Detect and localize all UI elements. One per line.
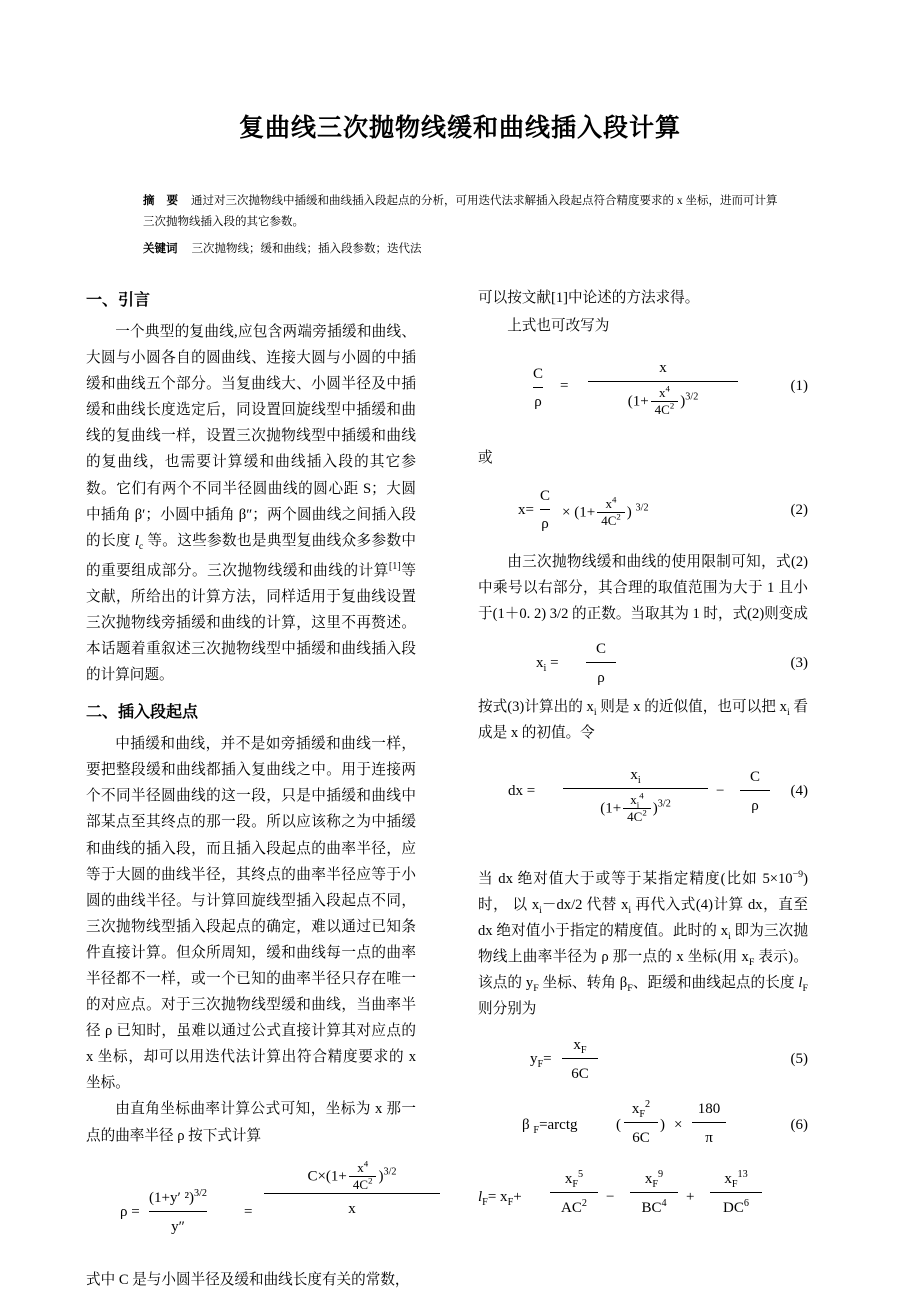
rho-lhs: ρ = — [120, 1203, 140, 1220]
eq7-t3-num-sub: F — [731, 1179, 738, 1191]
eq4-den — [563, 788, 708, 825]
eq7-lhs — [478, 1184, 522, 1210]
eq4-den-num — [623, 790, 651, 810]
rho-inner-fraction — [349, 1158, 377, 1193]
eq7-t2-num-sub: F — [652, 1179, 659, 1191]
eq4-lhs: dx = — [508, 782, 536, 799]
eq2-paren-open: (1+ — [574, 504, 596, 521]
eq6-num-base: x — [631, 1101, 640, 1118]
lc-subscript: c — [138, 540, 144, 552]
intro-paragraph — [86, 319, 416, 688]
lf-symbol: l — [798, 975, 803, 992]
intro-part-b: 等。这些参数也是典型复曲线众多参数中的重要组成部分。三次抛物线缓和曲线的计算 — [86, 532, 416, 579]
eq7-lhs-sub: F — [482, 1197, 488, 1209]
iteration-paragraph — [478, 866, 808, 1023]
eq4-minus: − — [716, 782, 725, 799]
eq7-t3-num — [710, 1166, 762, 1192]
eq5-den: 6C — [562, 1058, 598, 1087]
eq1-den-num-exp: 4 — [665, 383, 670, 394]
eq1-equals: = — [560, 378, 569, 395]
eq3-num: C — [595, 640, 606, 657]
eq4-den-den — [623, 808, 651, 825]
eq5-lhs-sub: F — [537, 1059, 544, 1071]
iter-c: －dx/2 代替 x — [541, 896, 629, 913]
rho-num1-exp: 3/2 — [193, 1187, 208, 1199]
rho-inner-num-base: x — [357, 1159, 364, 1175]
intro-part-a: 一个典型的复曲线,应包含两端旁插缓和曲线、大圆与小圆各自的圆曲线、连接大圆与小圆的中插缓和曲线五个部分。当复曲线大、小圆半径及中插缓和曲线长度选定后，同设置回旋线型中插缓和曲线的复曲线一样，设置三次抛物线型中插缓和曲线的复曲线，也需要计算缓和曲线插入段的其它参数。它们有两个不同半径圆曲线的圆心距 S；大圆中插角 β′；小圆中插角 β″；两个圆曲线之间插入段的长度 — [86, 324, 416, 549]
eq5-lhs-base: y — [530, 1051, 538, 1068]
formula-curvature-radius — [86, 1155, 416, 1263]
eq6-paren-open: ( — [616, 1117, 621, 1134]
iter-e: 即为三次抛物线上曲率半径为 ρ 那一点的 x 坐标(用 x — [478, 922, 808, 966]
eq6-lhs-base: β — [522, 1117, 530, 1134]
eq2-inner-num-exp: 4 — [612, 494, 617, 505]
eq2-inner-num-base: x — [605, 496, 613, 512]
eq7-t3-den-base: DC — [723, 1200, 744, 1217]
lc-symbol: l — [134, 532, 139, 549]
eq6-den2: π — [692, 1122, 726, 1151]
range-paragraph: 由三次抛物线缓和曲线的使用限制可知，式(2)中乘号以右部分，其合理的取值范围为大于 1 且小于(1＋0. 2) 3/2 的正数。当取其为 1 时，式(2)则变成 — [478, 554, 808, 623]
eq1-den-den-base: 4C — [654, 402, 670, 418]
eq4-num-sub: i — [637, 774, 641, 786]
eq1-den-num-base: x — [659, 385, 666, 401]
formula-2 — [478, 477, 808, 539]
eq6-lhs-sub: F — [533, 1125, 540, 1137]
iter-b: )时， 以 x — [478, 870, 808, 913]
eq1-lhs-num: C — [533, 366, 544, 383]
eq2-inner-fraction — [597, 494, 625, 529]
iter-sub7: F — [802, 983, 808, 995]
eq1-rhs-den — [588, 381, 738, 418]
eq7-t3-den-exp: 6 — [743, 1198, 749, 1210]
eq7-equals: = x — [487, 1189, 508, 1206]
eq5-num-base: x — [573, 1037, 581, 1054]
abstract-text: 通过对三次抛物线中插缓和曲线插入段起点的分析，可用迭代法求解插入段起点符合精度要求的 x 坐标，进而可计算三次抛物线插入段的其它参数。 — [143, 195, 778, 228]
eq7-t1-num-base: x — [564, 1171, 573, 1188]
eq3-lhs-base: x — [536, 654, 544, 671]
eq1-den-exp: 3/2 — [685, 391, 699, 403]
start-paragraph-2: 由直角坐标曲率计算公式可知，坐标为 x 那一点的曲率半径 ρ 按下式计算 — [86, 1101, 416, 1144]
eq3-den: ρ — [586, 662, 616, 691]
eq4-den-close: ) — [652, 800, 658, 817]
rho-num1: (1+y′ ²) — [149, 1189, 194, 1206]
eq7-t1-den-base: AC — [561, 1200, 582, 1217]
eq4-num — [563, 762, 708, 788]
eq7-t2-den-exp: 4 — [661, 1198, 667, 1210]
start-paragraph-1: 中插缓和曲线，并不是如旁插缓和曲线一样，要把整段缓和曲线都插入复曲线之中。用于连接两个不同半径圆曲线的这一段，只是中插缓和曲线中部某点至其终点的那一段。所以应该称之为中插缓和曲线的插入段，而且插入段起点的曲率半径，应等于大圆的曲线半径，其终点的曲率半径应等于小圆的曲线半径。与计算回旋线型插入段起点不同，三次抛物线型插入段起点的确定，难以通过已知条件直接计算。但众所周知，缓和曲线每一点的曲率半径都不一样，或一个已知的曲率半径只存在唯一的对应点。对于三次抛物线型缓和曲线，当曲率半径 ρ 已知时，虽难以通过公式直接计算其对应点的 x 坐标，却可以用迭代法计算出符合精度要求的 x 坐标。 — [86, 736, 416, 1092]
rho-num2-b: ) — [378, 1168, 384, 1185]
rewrite-lead: 上式也可改写为 — [507, 318, 610, 335]
eq6-lhs — [522, 1112, 578, 1138]
rho-inner-num — [349, 1158, 377, 1176]
iter-sub2: i — [628, 904, 632, 916]
eq6-num-exp: 2 — [645, 1099, 651, 1111]
eq6-equals: =arctg — [539, 1117, 578, 1134]
eq2-fden: ρ — [540, 509, 550, 537]
eq4-den-num-exp: 4 — [639, 790, 644, 801]
eq6-num2: 180 — [697, 1101, 721, 1118]
formula-4 — [478, 752, 808, 860]
eq1-den-den-exp: 2 — [669, 400, 675, 411]
eq7-t1-den — [550, 1192, 598, 1221]
after-formula-text: 式中 C 是与小圆半径及缓和曲线长度有关的常数， — [86, 1271, 410, 1288]
eq2-times: × — [562, 504, 571, 521]
eq4-num-base: x — [630, 766, 638, 783]
rho-num2-exp: 3/2 — [383, 1166, 397, 1178]
iter-i: 则分别为 — [478, 1001, 537, 1018]
iter-a: 当 dx 绝对值大于或等于某指定精度(比如 5×10 — [478, 870, 793, 887]
eq5-equals: = — [543, 1051, 552, 1068]
section-heading-intro: 一、引言 — [86, 290, 151, 309]
eq1-den-open: (1+ — [627, 393, 649, 410]
eq4-den-den-base: 4C — [627, 808, 643, 824]
page-title: 复曲线三次抛物线缓和曲线插入段计算 — [238, 113, 681, 142]
eq2-fnum: C — [540, 488, 551, 505]
rho-first-fraction — [149, 1185, 207, 1240]
eq7-plus1: + — [513, 1189, 522, 1206]
formula-2-number: (2) — [790, 502, 808, 519]
formula-5-number: (5) — [790, 1051, 808, 1068]
eq1-lhs-den: ρ — [533, 387, 543, 415]
iter-sub5: F — [533, 983, 539, 995]
eq1-den-den — [651, 401, 679, 418]
formula-4-number: (4) — [790, 782, 808, 799]
after3-sub1: i — [593, 706, 597, 718]
eq4-den-den-exp: 2 — [642, 807, 647, 818]
eq7-t2-num — [630, 1166, 678, 1192]
eq7-t2-den — [630, 1192, 678, 1221]
eq3-equals: = — [550, 654, 559, 671]
intro-part-c: 等文献，所给出的计算方法，同样适用于复曲线设置三次抛物线旁插缓和曲线的计算，这里不再赘述。本话题着重叙述三次抛物线型中插缓和曲线插入段的计算问题。 — [86, 562, 416, 684]
eq1-rhs-num: x — [659, 360, 667, 377]
eq4-den-num-sub: i — [636, 799, 640, 810]
eq7-t3-den — [710, 1192, 762, 1221]
eq6-den: 6C — [624, 1122, 658, 1151]
rho-inner-den-exp: 2 — [368, 1175, 373, 1186]
formula-7 — [478, 1164, 808, 1224]
rho-den2: x — [348, 1200, 356, 1217]
eq2-lhs: x= — [518, 502, 534, 519]
eq1-den-close: ) — [680, 393, 686, 410]
eq5-num — [562, 1032, 598, 1058]
formula-3-number: (3) — [790, 654, 808, 671]
eq7-t1-num-exp: 5 — [578, 1169, 584, 1181]
iter-h: 、距缓和曲线起点的长度 — [632, 975, 799, 992]
eq7-t2-num-exp: 9 — [658, 1169, 664, 1181]
formula-1 — [478, 345, 808, 445]
eq1-den-fraction — [651, 383, 679, 418]
continued-line: 可以按文献[1]中论述的方法求得。 — [478, 290, 700, 306]
eq7-t1-num-sub: F — [572, 1179, 579, 1191]
eq5-num-sub: F — [580, 1045, 587, 1057]
iter-sub3: i — [728, 930, 731, 942]
eq7-eq-sub: F — [507, 1197, 514, 1209]
keywords-text: 三次抛物线；缓和曲线；插入段参数；迭代法 — [191, 243, 422, 255]
iter-sub4: F — [748, 956, 755, 968]
eq4-den-exp: 3/2 — [657, 798, 671, 810]
eq2-exp: 3/2 — [635, 502, 649, 514]
eq4-den2: ρ — [740, 790, 770, 819]
eq7-lhs-base: l — [478, 1189, 483, 1206]
right-column — [478, 285, 808, 1224]
iter-sub1: i — [539, 904, 542, 916]
formula-6 — [478, 1092, 808, 1150]
section-heading-start-point: 二、插入段起点 — [86, 702, 199, 722]
eq7-t1-den-exp: 2 — [581, 1198, 587, 1210]
keywords-label: 关键词 — [143, 241, 178, 255]
eq7-t1-num — [550, 1166, 598, 1192]
formula-5 — [478, 1030, 808, 1082]
eq2-inner-den-base: 4C — [601, 513, 617, 529]
eq4-den-fraction — [623, 790, 651, 825]
rho-second-fraction — [264, 1158, 440, 1222]
after3-sub2: i — [786, 706, 790, 718]
eq7-plus2: + — [686, 1189, 695, 1206]
reference-marker: [1] — [388, 560, 401, 572]
eq7-t2-den-base: BC — [641, 1200, 662, 1217]
eq2-rhs — [562, 494, 649, 529]
rho-inner-num-exp: 4 — [363, 1158, 369, 1169]
or-word: 或 — [478, 450, 493, 467]
rho-inner-den — [349, 1176, 377, 1193]
iter-f: 表示)。该点的 y — [478, 949, 808, 992]
after3-c: 看成是 x 的初值。令 — [478, 698, 808, 741]
abstract-label: 摘 要 — [143, 193, 183, 207]
eq6-times: × — [674, 1117, 683, 1134]
eq6-num-sub: F — [639, 1109, 646, 1121]
formula-1-number: (1) — [790, 378, 808, 395]
eq3-lhs — [536, 650, 559, 676]
eq1-den-num — [651, 383, 679, 401]
eq7-minus: − — [606, 1189, 615, 1206]
eq7-t2-num-base: x — [644, 1171, 653, 1188]
eq4-den-open: (1+ — [600, 800, 622, 817]
eq7-t3-num-exp: 13 — [737, 1169, 748, 1181]
iter-d: 再代入式(4)计算 dx，直至 dx 绝对值小于指定的精度值。此时的 x — [478, 896, 808, 939]
iter-g: 坐标、转角 β — [538, 975, 628, 992]
rho-equals: = — [244, 1203, 253, 1220]
eq2-inner-num — [597, 494, 625, 512]
after3-a: 按式(3)计算出的 x — [478, 698, 594, 715]
eq2-inner-den-exp: 2 — [616, 511, 621, 522]
rho-num2-a: C×(1+ — [307, 1168, 347, 1185]
after3-b: 则是 x 的近似值，也可以把 x — [596, 698, 787, 715]
eq3-lhs-sub: i — [543, 662, 547, 674]
left-column — [86, 285, 416, 1293]
eq6-num — [624, 1096, 658, 1122]
abstract-block — [143, 190, 783, 233]
eq5-lhs — [530, 1046, 552, 1072]
eq2-paren-close: ) — [626, 504, 632, 521]
eq4-den-num-base: x — [630, 791, 637, 807]
formula-6-number: (6) — [790, 1117, 808, 1134]
rho-inner-den-base: 4C — [352, 1176, 369, 1192]
iter-exp: −9 — [792, 868, 804, 880]
eq7-t3-num-base: x — [724, 1171, 732, 1188]
after-eq3-paragraph — [478, 694, 808, 746]
formula-3 — [478, 634, 808, 690]
rho-den1: y″ — [171, 1218, 185, 1235]
keywords-block — [143, 238, 783, 259]
eq4-num2: C — [749, 768, 760, 785]
eq2-inner-den — [597, 512, 625, 529]
iter-sub6: F — [627, 983, 633, 995]
eq6-paren-close: ) — [660, 1117, 665, 1134]
